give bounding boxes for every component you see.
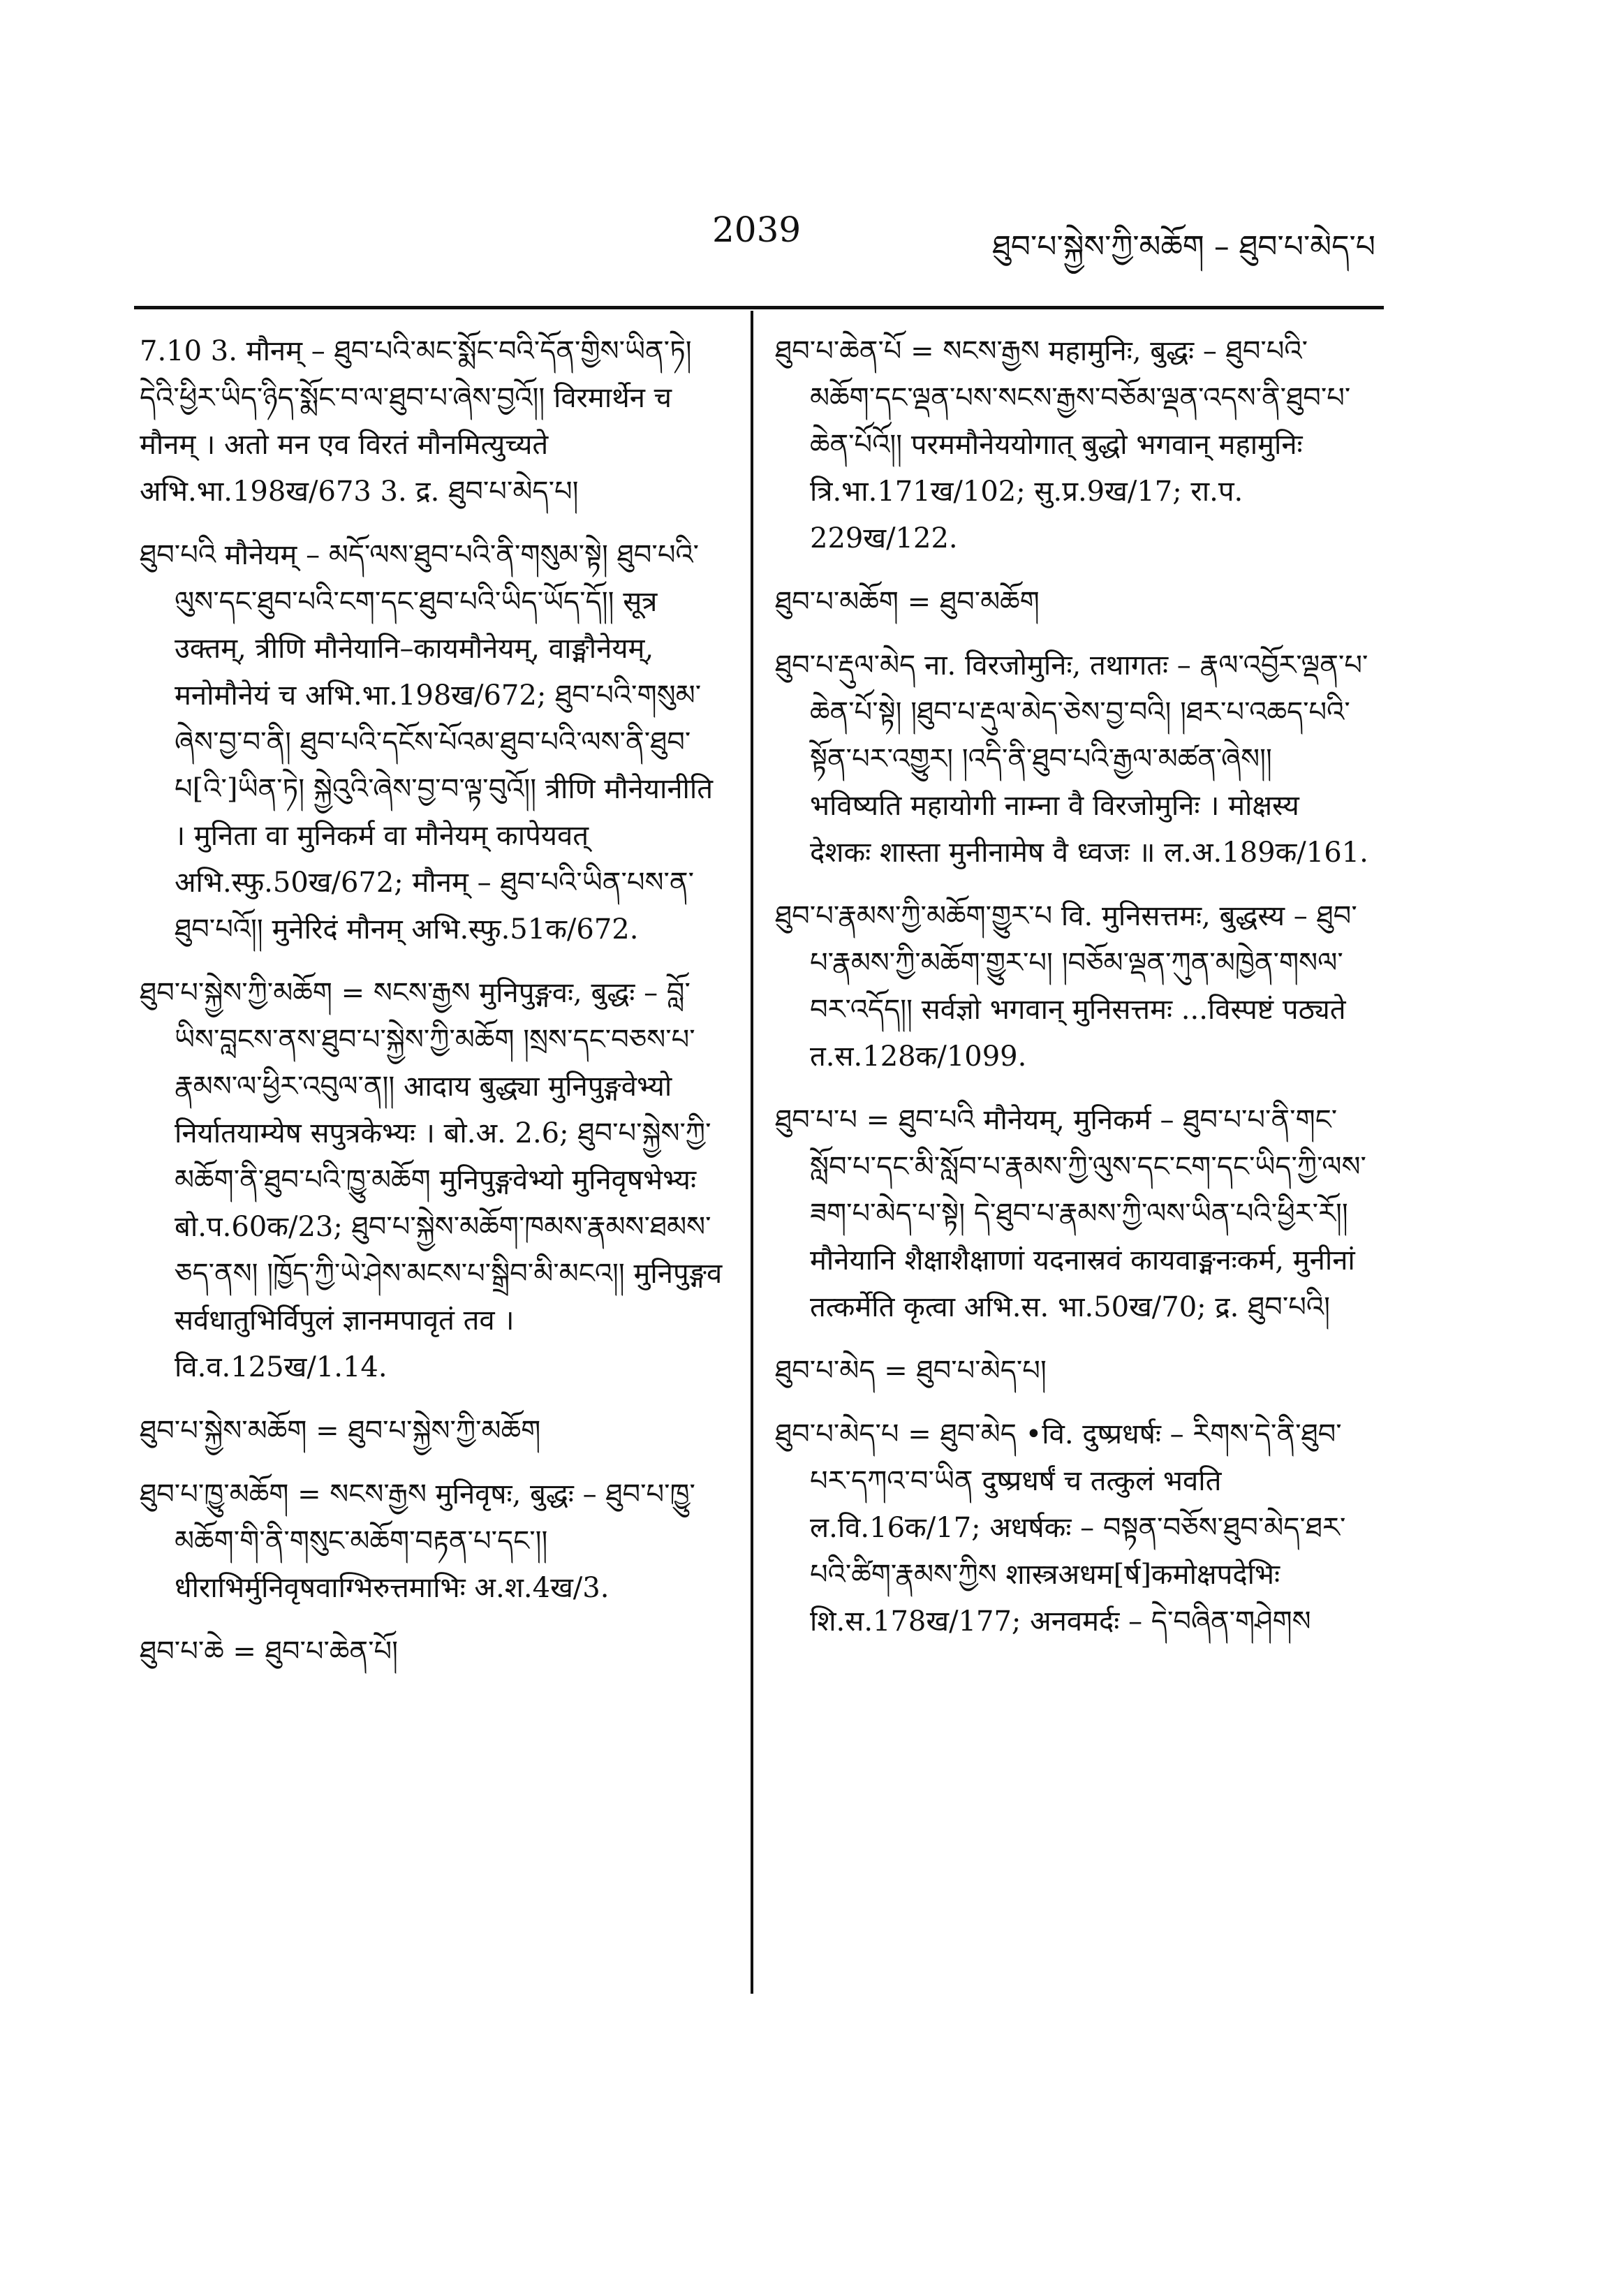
- running-head: ཐུབ་པ་སྐྱེས་ཀྱི་མཆོག – ཐུབ་པ་མེད་པ: [992, 229, 1375, 265]
- left-column: [140, 328, 726, 1692]
- dictionary-entry: ཐུབ་པ་ཆེན་པོ = སངས་རྒྱས महामुनिः, बुद्धः – ཐུབ་པའི་མཆོག་དང་ལྡན་པས་སངས་རྒྱས་བཅོམ་ལྡན་འདས་ནི་ཐུབ་པ་ཆེན་པོའོ།། परममौनेययोगात् बुद्धो भगवान् महामुनिः त्रि.भा.171ख/102; सु.प्र.9ख/17; रा.प. 229ख/122.: [775, 335, 1351, 554]
- dictionary-entry: ཐུབ་པ་པ = ཐུབ་པའི मौनेयम्, मुनिकर्म – ཐུབ་པ་པ་ནི་གང་སློབ་པ་དང་མི་སློབ་པ་རྣམས་ཀྱི་ལུས་དང་ངག་དང་ཡིད་ཀྱི་ལས་ཟག་པ་མེད་པ་སྟེ། དེ་ཐུབ་པ་རྣམས་ཀྱི་ལས་ཡིན་པའི་ཕྱིར་རོ།། मौनेयानि शैक्षाशैक्षाणां यदनास्रवं कायवाङ्मनःकर्म, मुनीनां तत्कर्मेति कृत्वा अभि.स. भा.50ख/70; द्र. ཐུབ་པའི།: [775, 1104, 1366, 1323]
- right-column: [775, 328, 1368, 1662]
- dictionary-entry: ཐུབ་པ་རྣམས་ཀྱི་མཆོག་གྱུར་པ वि. मुनिसत्तमः, बुद्धस्य – ཐུབ་པ་རྣམས་ཀྱི་མཆོག་གྱུར་པ། །བཅོམ་ལྡན་ཀུན་མཁྱེན་གསལ་བར་འདོད།། सर्वज्ञो भगवान् मुनिसत्तमः ...विस्पष्टं पठ्यते त.स.128क/1099.: [775, 900, 1357, 1073]
- dictionary-entry: ཐུབ་པ་རྡུལ་མེད ना. विरजोमुनिः, तथागतः – རྣལ་འབྱོར་ལྡན་པ་ཆེན་པོ་སྟེ། །ཐུབ་པ་རྡུལ་མེད་ཅེས་བྱ་བའི། །ཐར་པ་འཆད་པའི་སྟོན་པར་འགྱུར། །འདི་ནི་ཐུབ་པའི་རྒྱལ་མཚན་ཞེས།། भविष्यति महायोगी नाम्ना वै विरजोमुनिः । मोक्षस्य देशकः शास्ता मुनीनामेष वै ध्वजः ॥ ल.अ.189क/161.: [775, 649, 1368, 869]
- dictionary-entry: ཐུབ་པའི मौनेयम् – མདོ་ལས་ཐུབ་པའི་ནི་གསུམ་སྟེ། ཐུབ་པའི་ལུས་དང་ཐུབ་པའི་ངག་དང་ཐུབ་པའི་ཡིད་ཡོད་དོ།། सूत्र उक्तम्, त्रीणि मौनेयानि–कायमौनेयम्, वाङ्मौनेयम्, मनोमौनेयं च अभि.भा.198ख/672; ཐུབ་པའི་གསུམ་ཞེས་བྱ་བ་ནི། ཐུབ་པའི་དངོས་པོའམ་ཐུབ་པའི་ལས་ནི་ཐུབ་པ[འི་]ཡིན་ཏེ། སྐྱེའུའི་ཞེས་བྱ་བ་ལྟ་བུའོ།། त्रीणि मौनेयानीति । मुनिता वा मुनिकर्म वा मौनेयम् कापेयवत् अभि.स्फु.50ख/672; मौनम् – ཐུབ་པའི་ཡིན་པས་ན་ཐུབ་པའོ།། मुनेरिदं मौनम् अभि.स्फु.51क/672.: [140, 539, 714, 946]
- dictionary-entry: ཐུབ་པ་སྐྱེས་མཆོག = ཐུབ་པ་སྐྱེས་ཀྱི་མཆོག: [140, 1415, 541, 1447]
- dictionary-entry: ཐུབ་པ་སྐྱེས་ཀྱི་མཆོག = སངས་རྒྱས मुनिपुङ्गवः, बुद्धः – བློ་ཡིས་བླངས་ནས་ཐུབ་པ་སྐྱེས་ཀྱི་མཆོག །སྲས་དང་བཅས་པ་རྣམས་ལ་ཕྱིར་འབུལ་ན།། आदाय बुद्ध्या मुनिपुङ्गवेभ्यो निर्यातयाम्येष सपुत्रकेभ्यः । बो.अ. 2.6; ཐུབ་པ་སྐྱེས་ཀྱི་མཆོག་ནི་ཐུབ་པའི་ཁྱུ་མཆོག मुनिपुङ्गवेभ्यो मुनिवृषभेभ्यः बो.प.60क/23; ཐུབ་པ་སྐྱེས་མཆོག་ཁམས་རྣམས་ཐམས་ཅད་ནས། །ཁྱོད་ཀྱི་ཡེ་ཤེས་མངས་པ་སྒྲིབ་མི་མངའ།། मुनिपुङ्गव सर्वधातुभिर्विपुलं ज्ञानमपावृतं तव । वि.व.125ख/1.14.: [140, 977, 723, 1383]
- dictionary-entry: 7.10 3. मौनम् – ཐུབ་པའི་མང་སྨོང་བའི་དོན་གྱིས་ཡིན་ཏེ། དེའི་ཕྱིར་ཡིད་ཉིད་སྨོང་བ་ལ་ཐུབ་པ་ཞེས་བྱའོ།། विरमार्थेन च मौनम् । अतो मन एव विरतं मौनमित्युच्यते अभि.भा.198ख/673 3. द्र. ཐུབ་པ་མེད་པ།: [140, 335, 692, 508]
- dictionary-entry: ཐུབ་པ་མེད = ཐུབ་པ་མེད་པ།: [775, 1355, 1047, 1387]
- dictionary-entry: ཐུབ་པ་ཆེ = ཐུབ་པ་ཆེན་པོ།: [140, 1635, 398, 1668]
- header-rule: [134, 306, 1384, 309]
- page-number: 2039: [712, 209, 802, 250]
- column-divider: [751, 311, 753, 1994]
- dictionary-entry: ཐུབ་པ་མཆོག = ཐུབ་མཆོག: [775, 586, 1040, 618]
- dictionary-entry: ཐུབ་པ་ཁྱུ་མཆོག = སངས་རྒྱས मुनिवृषः, बुद्धः – ཐུབ་པ་ཁྱུ་མཆོག་གི་ནི་གསུང་མཆོག་བརྟན་པ་དང་།། धीराभिर्मुनिवृषवाग्भिरुत्तमाभिः अ.श.4ख/3.: [140, 1478, 695, 1604]
- dictionary-entry: ཐུབ་པ་མེད་པ = ཐུབ་མེད •वि. दुष्प्रधर्षः – རིགས་དེ་ནི་ཐུབ་པར་དཀའ་བ་ཡིན दुष्प्रधर्षं च तत्कुलं भवति ल.वि.16क/17; अधर्षकः – བསྟན་བཅོས་ཐུབ་མེད་ཐར་པའི་ཚིག་རྣམས་ཀྱིས शास्त्रअधम[र्ष]कमोक्षपदेभिः शि.स.178ख/177; अनवमर्दः – དེ་བཞིན་གཤེགས: [775, 1418, 1346, 1638]
- page-header: [133, 203, 1375, 265]
